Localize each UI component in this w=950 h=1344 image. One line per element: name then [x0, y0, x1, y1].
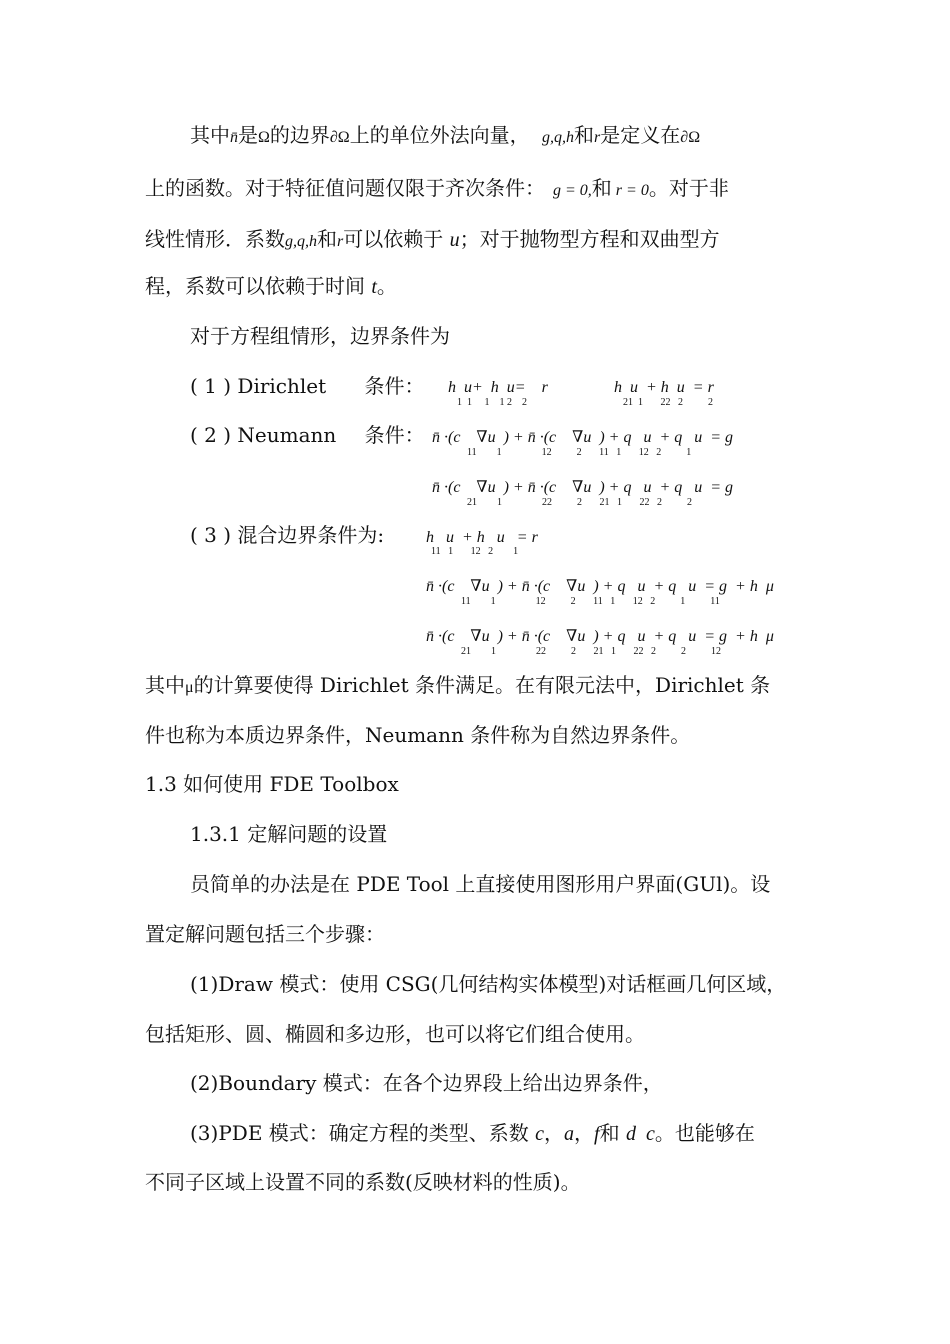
text: 。对于非 — [648, 176, 729, 200]
text: 上的单位外法向量， — [349, 123, 530, 147]
math-r0: r = 0 — [615, 182, 649, 199]
para4-line — [145, 274, 397, 299]
para8-line: 员简单的办法是在 PDE Tool 上直接使用图形用户界面(GUl)。设 — [190, 872, 771, 896]
text: ， — [574, 1121, 595, 1145]
text: 线性情形．系数 — [145, 227, 285, 251]
text: ( 1 ) Dirichlet — [190, 374, 327, 398]
para9-line: 置定解问题包括三个步骤： — [145, 922, 385, 946]
normal-vector: n̄ — [230, 129, 238, 146]
cond1-label — [190, 374, 425, 398]
mixed-eq-1-subscripts: 11 1 12 2 1 — [431, 546, 519, 557]
section-heading: 1.3 如何使用 FDE Toolbox — [145, 772, 399, 796]
dirichlet-eq-1-subscripts: 1 1 1 1 2 2 — [457, 397, 527, 408]
text: 可以依赖于 — [343, 227, 444, 251]
boundary-symbol: ∂Ω — [329, 129, 350, 146]
para5-line: 对于方程组情形，边界条件为 — [190, 324, 450, 348]
math-t: t — [371, 276, 377, 298]
mixed-eq-3: n̄ ·(c ∇u ) + n̄ ·(c ∇u ) + q u + q u = g + h μ — [426, 628, 774, 645]
text: (3)PDE 模式：确定方程的类型、系数 — [190, 1121, 529, 1145]
math-d-c: d c — [625, 1123, 655, 1145]
mixed-eq-1: h u + h u = r — [426, 529, 538, 546]
dirichlet-eq-2: h u + h u = r — [614, 379, 714, 396]
math-ghq: g,q,h — [285, 233, 317, 250]
text: ， — [544, 1121, 565, 1145]
neumann-eq-2-subscripts: 21 1 22 2 21 1 22 2 2 — [467, 497, 692, 508]
text: 条件： — [364, 423, 425, 447]
text: ；对于抛物型方程和双曲型方 — [459, 227, 720, 251]
math-u: u — [449, 229, 460, 251]
dirichlet-eq-2-subscripts: 21 1 22 2 2 — [623, 397, 713, 408]
math-r: r — [337, 233, 344, 250]
para12-line: (2)Boundary 模式：在各个边界段上给出边界条件， — [190, 1071, 663, 1095]
text: 和 — [599, 1121, 620, 1145]
para7-line: 件也称为本质边界条件，Neumann 条件称为自然边界条件。 — [145, 723, 691, 747]
mixed-eq-2: n̄ ·(c ∇u ) + n̄ ·(c ∇u ) + q u + q u = g + h μ — [426, 578, 774, 595]
neumann-eq-1: n̄ ·(c ∇u ) + n̄ ·(c ∇u ) + q u + q u = g — [432, 429, 734, 446]
para1-line — [190, 123, 700, 150]
text: 程，系数可以依赖于时间 — [145, 274, 365, 298]
para14-line: 不同子区域上设置不同的系数(反映材料的性质)。 — [145, 1170, 581, 1194]
boundary-symbol: ∂Ω — [680, 129, 701, 146]
text: 和 — [574, 123, 595, 147]
omega-symbol: Ω — [258, 129, 270, 146]
subsection-heading: 1.3.1 定解问题的设置 — [190, 822, 388, 846]
text: 条件： — [364, 374, 425, 398]
text: ( 2 ) Neumann — [190, 423, 337, 447]
text: 其中 — [190, 123, 230, 147]
mu-symbol: μ — [185, 679, 194, 696]
text: 是 — [238, 123, 258, 147]
para13-line — [190, 1121, 755, 1146]
text: 是定义在 — [600, 123, 681, 147]
cond3-label: ( 3 ) 混合边界条件为: — [190, 523, 385, 547]
neumann-eq-2: n̄ ·(c ∇u ) + n̄ ·(c ∇u ) + q u + q u = g — [432, 479, 734, 496]
text: 。也能够在 — [654, 1121, 755, 1145]
dirichlet-eq-1: h u+ h u= r — [448, 379, 548, 396]
text: 和 — [591, 176, 612, 200]
para10-line: (1)Draw 模式：使用 CSG(几何结构实体模型)对话框画几何区域， — [190, 972, 787, 996]
math-f: f — [594, 1123, 600, 1145]
text: 上的函数。对于特征值问题仅限于齐次条件： — [145, 176, 545, 200]
math-a: a — [564, 1123, 575, 1145]
mixed-eq-3-subscripts: 21 1 22 2 21 1 22 2 2 12 — [461, 646, 721, 657]
text: 其中 — [145, 673, 185, 697]
para11-line: 包括矩形、圆、椭圆和多边形，也可以将它们组合使用。 — [145, 1022, 645, 1046]
text: 和 — [317, 227, 337, 251]
math-g0: g = 0, — [553, 182, 592, 199]
math-ghq: g,q,h — [542, 129, 575, 146]
para6-line — [145, 673, 770, 700]
text: 的边界 — [269, 123, 330, 147]
text: 的计算要使得 Dirichlet 条件满足。在有限元法中，Dirichlet 条 — [193, 673, 771, 697]
math-r: r — [594, 129, 601, 146]
mixed-eq-2-subscripts: 11 1 12 2 11 1 12 2 1 11 — [461, 596, 720, 607]
neumann-eq-1-subscripts: 11 1 12 2 11 1 12 2 1 — [467, 447, 692, 458]
cond2-label — [190, 423, 425, 447]
para2-line — [145, 176, 729, 203]
para3-line — [145, 227, 720, 254]
math-c: c — [535, 1123, 545, 1145]
text: 。 — [376, 274, 397, 298]
